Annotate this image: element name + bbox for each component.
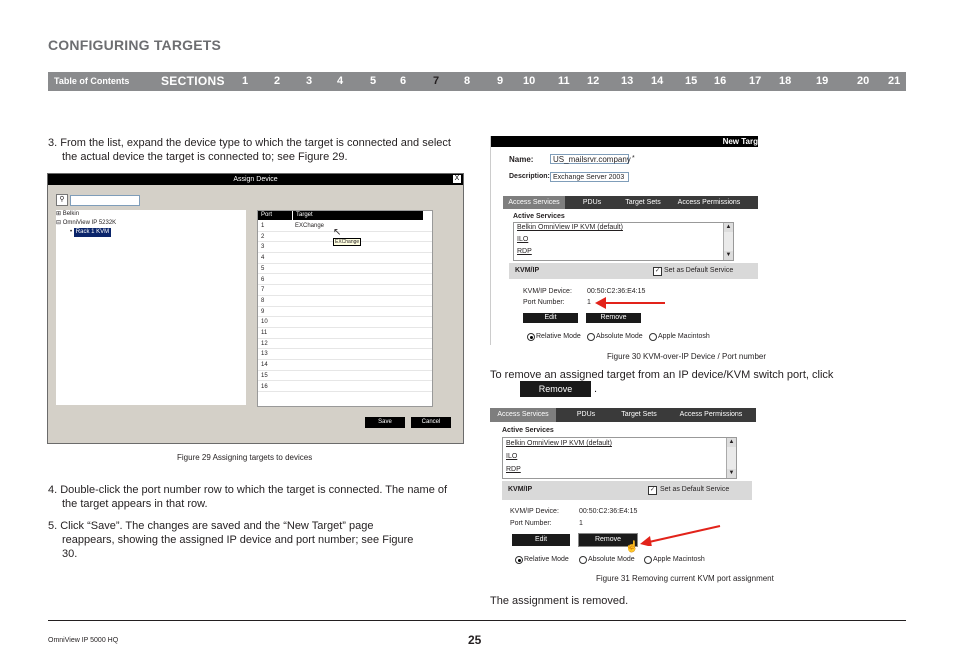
port-cell: 3 [261, 244, 265, 251]
apple-macintosh-label: Apple Macintosh [653, 556, 705, 563]
port-number-value: 1 [587, 299, 591, 306]
relative-mode-label: Relative Mode [536, 333, 581, 340]
step-3-text: 3. From the list, expand the device type to which the target is connected and select the actual device the target is connected to; see Figure 29. [48, 137, 451, 163]
save-button[interactable]: Save [365, 417, 405, 428]
port-cell: 5 [261, 265, 265, 272]
nav-section-2[interactable]: 2 [274, 75, 281, 87]
remove-instruction-text: To remove an assigned target from an IP device/KVM switch port, click [490, 369, 834, 381]
scroll-up-icon[interactable]: ▲ [728, 439, 735, 445]
port-cell: 16 [261, 383, 268, 390]
nav-section-6[interactable]: 6 [400, 75, 407, 87]
nav-section-8[interactable]: 8 [464, 75, 471, 87]
step-5-text: 5. Click “Save”. The changes are saved and the “New Target” page reappears, showing the assigned IP device and port number; see Figure 30. [48, 520, 414, 560]
figure-30-caption: Figure 30 KVM-over-IP Device / Port number [607, 352, 767, 361]
port-cell: 9 [261, 308, 265, 315]
relative-mode-label: Relative Mode [524, 556, 569, 563]
search-input[interactable] [70, 195, 140, 206]
port-cell: 13 [261, 351, 268, 358]
close-icon[interactable]: X [454, 175, 460, 182]
device-tree [56, 210, 246, 405]
target-cell: EXChange [295, 223, 325, 229]
absolute-mode-label: Absolute Mode [596, 333, 643, 340]
table-of-contents-link[interactable]: Table of Contents [54, 76, 130, 86]
edit-button[interactable]: Edit [512, 534, 570, 546]
table-row[interactable] [258, 360, 432, 371]
service-item[interactable]: ILO [517, 236, 529, 243]
kvmip-device-value: 00:50:C2:36:E4:15 [579, 508, 638, 515]
nav-section-10[interactable]: 10 [523, 75, 536, 87]
section-nav-bar [48, 72, 906, 91]
service-item[interactable]: Belkin OmniView IP KVM (default) [506, 440, 612, 447]
kvmip-bar [509, 263, 758, 279]
service-item[interactable]: RDP [506, 466, 521, 473]
step-4-text: 4. Double-click the port number row to which the target is connected. The name of the target appears in that row. [48, 484, 448, 510]
absolute-mode-radio[interactable] [587, 333, 595, 341]
tab-access-services[interactable]: Access Services [490, 408, 556, 422]
scroll-down-icon[interactable]: ▼ [725, 252, 732, 258]
port-number-label: Port Number: [510, 520, 552, 527]
apple-macintosh-radio[interactable] [649, 333, 657, 341]
services-list [513, 222, 734, 261]
relative-mode-radio[interactable] [527, 333, 535, 341]
nav-section-4[interactable]: 4 [337, 75, 344, 87]
tree-item-selected[interactable]: • Rack 1 KVM [70, 229, 110, 235]
table-row[interactable] [258, 328, 432, 339]
apple-macintosh-label: Apple Macintosh [658, 333, 710, 340]
port-number-value: 1 [579, 520, 583, 527]
scrollbar[interactable] [726, 438, 736, 478]
footer-divider [48, 620, 906, 621]
port-cell: 15 [261, 372, 268, 379]
required-marker: * [632, 155, 635, 162]
tab-target-sets[interactable]: Target Sets [625, 199, 661, 206]
service-item[interactable]: ILO [506, 453, 518, 460]
scroll-down-icon[interactable]: ▼ [728, 470, 735, 476]
cancel-button[interactable]: Cancel [411, 417, 451, 428]
kvmip-device-label: KVM/IP Device: [523, 288, 572, 295]
default-service-checkbox[interactable]: ✓ [649, 487, 656, 493]
remove-assignment-screenshot [490, 408, 756, 570]
section-title: CONFIGURING TARGETS [48, 37, 222, 53]
edit-button[interactable]: Edit [523, 313, 578, 323]
description-input[interactable]: Exchange Server 2003 [550, 172, 629, 182]
assignment-removed-text: The assignment is removed. [490, 595, 629, 607]
red-arrow-icon [640, 524, 722, 546]
tab-bar [490, 408, 756, 422]
port-cell: 7 [261, 287, 265, 294]
remove-instruction-period: . [594, 383, 598, 395]
port-cell: 11 [261, 330, 268, 336]
kvmip-bar [502, 481, 752, 500]
dialog-title: Assign Device [48, 174, 463, 185]
kvmip-heading: KVM/IP [515, 267, 540, 274]
kvmip-device-value: 00:50:C2:36:E4:15 [587, 288, 646, 295]
absolute-mode-radio[interactable] [579, 556, 587, 564]
assign-device-dialog [47, 173, 464, 444]
nav-section-11[interactable]: 11 [558, 75, 570, 87]
tab-target-sets[interactable]: Target Sets [621, 411, 657, 418]
table-row[interactable] [258, 275, 432, 286]
port-cell: 6 [261, 276, 265, 283]
absolute-mode-label: Absolute Mode [588, 556, 635, 563]
new-target-title: New Targ [491, 136, 758, 147]
port-number-label: Port Number: [523, 299, 565, 306]
figure-31-caption: Figure 31 Removing current KVM port assignment [596, 574, 774, 583]
nav-section-9[interactable]: 9 [497, 75, 504, 87]
tab-access-services[interactable]: Access Services [503, 196, 565, 209]
product-name: OmniView IP 5000 HQ [48, 637, 119, 644]
hand-cursor-icon: ☝ [625, 541, 639, 553]
port-cell: 8 [261, 297, 265, 304]
table-row[interactable] [258, 221, 432, 232]
kvmip-device-label: KVM/IP Device: [510, 508, 559, 515]
name-input[interactable]: US_mailsrvr.company [550, 154, 629, 164]
nav-section-17[interactable]: 17 [749, 75, 762, 87]
column-header-port: Port [258, 211, 292, 220]
nav-section-14[interactable]: 14 [651, 75, 664, 87]
remove-button[interactable]: Remove [579, 534, 637, 546]
nav-section-18[interactable]: 18 [779, 75, 792, 87]
active-services-heading: Active Services [513, 213, 565, 220]
services-list [502, 437, 737, 479]
name-label: Name: [509, 155, 534, 164]
port-cell: 4 [261, 255, 265, 262]
service-item[interactable]: Belkin OmniView IP KVM (default) [517, 224, 623, 231]
search-icon[interactable]: ⚲ [56, 194, 68, 206]
table-row[interactable] [258, 317, 432, 328]
table-row[interactable] [258, 253, 432, 264]
nav-section-1[interactable]: 1 [242, 75, 249, 87]
apple-macintosh-radio[interactable] [644, 556, 652, 564]
nav-section-12[interactable]: 12 [587, 75, 600, 87]
table-row[interactable] [258, 296, 432, 307]
tree-item[interactable]: ⊞ Belkin [56, 211, 80, 217]
table-row[interactable] [258, 285, 432, 296]
table-row[interactable] [258, 307, 432, 318]
port-cell: 14 [261, 362, 268, 369]
table-row[interactable] [258, 339, 432, 350]
mouse-pointer-icon: ↖ [333, 227, 342, 238]
tab-pdus[interactable]: PDUs [582, 199, 602, 206]
nav-section-15[interactable]: 15 [685, 75, 698, 87]
active-services-heading: Active Services [502, 427, 554, 434]
relative-mode-radio[interactable] [515, 556, 523, 564]
tree-item[interactable]: ⊟ OmniView IP 5232K [56, 220, 117, 226]
new-target-screenshot [490, 136, 758, 345]
scrollbar[interactable] [723, 223, 733, 260]
scroll-up-icon[interactable]: ▲ [725, 224, 732, 230]
table-row[interactable] [258, 371, 432, 382]
red-arrow-icon [595, 296, 667, 310]
description-label: Description: [509, 173, 550, 180]
default-service-checkbox[interactable]: ✓ [654, 268, 661, 274]
port-cell: 1 [261, 223, 265, 229]
nav-section-3[interactable]: 3 [306, 75, 313, 87]
port-cell: 10 [261, 319, 268, 326]
nav-section-7-active[interactable]: 7 [433, 75, 440, 87]
port-cell: 2 [261, 233, 265, 240]
tab-pdus[interactable]: PDUs [576, 411, 596, 418]
table-row[interactable] [258, 382, 432, 393]
nav-section-21[interactable]: 21 [888, 75, 901, 87]
sections-label: SECTIONS [161, 74, 225, 88]
tooltip: EXChange [335, 239, 360, 245]
service-item[interactable]: RDP [517, 248, 532, 255]
default-service-label: Set as Default Service [664, 267, 734, 274]
remove-button[interactable]: Remove [586, 313, 641, 323]
default-service-label: Set as Default Service [660, 486, 730, 493]
nav-section-19[interactable]: 19 [816, 75, 829, 87]
kvmip-heading: KVM/IP [508, 486, 533, 493]
tab-bar [503, 196, 758, 209]
page-number: 25 [468, 633, 482, 647]
port-cell: 12 [261, 340, 268, 347]
nav-section-16[interactable]: 16 [714, 75, 727, 87]
nav-section-5[interactable]: 5 [370, 75, 377, 87]
inline-remove-button: Remove [520, 381, 591, 397]
nav-section-13[interactable]: 13 [621, 75, 634, 87]
nav-section-20[interactable]: 20 [857, 75, 870, 87]
tab-access-permissions[interactable]: Access Permissions [677, 199, 741, 206]
figure-29-caption: Figure 29 Assigning targets to devices [177, 453, 313, 462]
column-header-target: Target [293, 211, 423, 220]
tab-access-permissions[interactable]: Access Permissions [679, 411, 743, 418]
table-row[interactable] [258, 349, 432, 360]
table-row[interactable] [258, 264, 432, 275]
